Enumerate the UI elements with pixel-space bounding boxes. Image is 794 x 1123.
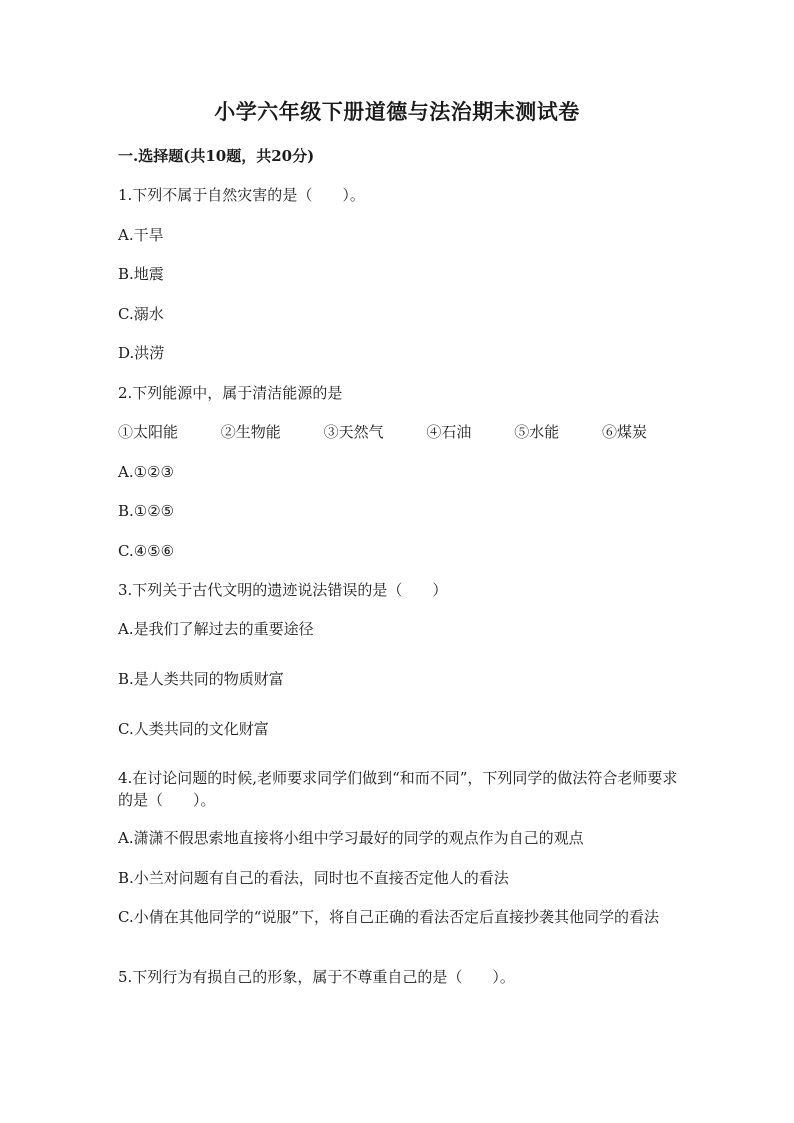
question-2-item: ⑤水能: [514, 423, 560, 441]
question-1-option-a: A.干旱: [118, 226, 164, 244]
question-2-item: ①太阳能: [118, 423, 179, 441]
question-2-item: ⑥煤炭: [601, 423, 647, 441]
section-heading: 一.选择题(共10题，共20分): [118, 147, 315, 165]
question-3-stem: 3.下列关于古代文明的遗迹说法错误的是（ ）: [118, 581, 448, 599]
question-4-option-a: A.潇潇不假思索地直接将小组中学习最好的同学的观点作为自己的观点: [118, 829, 584, 847]
question-3-option-b: B.是人类共同的物质财富: [118, 670, 284, 688]
question-2-option-a: A.①②③: [118, 463, 174, 481]
question-4-stem: 4.在讨论问题的时候,老师要求同学们做到“和而不同”，下列同学的做法符合老师要求的是（ ）。: [118, 769, 678, 809]
page-title: 小学六年级下册道德与法治期末测试卷: [214, 99, 580, 124]
question-1-option-b: B.地震: [118, 265, 164, 283]
question-1-option-d: D.洪涝: [118, 344, 165, 362]
question-3-option-a: A.是我们了解过去的重要途径: [118, 620, 314, 638]
question-5-stem: 5.下列行为有损自己的形象，属于不尊重自己的是（ ）。: [118, 968, 515, 986]
question-2-items: [118, 421, 647, 443]
question-1-stem: 1.下列不属于自然灾害的是（ ）。: [118, 186, 365, 204]
question-2-item: ③天然气: [323, 423, 384, 441]
question-2-option-c: C.④⑤⑥: [118, 542, 175, 560]
question-3-option-c: C.人类共同的文化财富: [118, 720, 269, 738]
question-1-option-c: C.溺水: [118, 305, 164, 323]
question-4-option-b: B.小兰对问题有自己的看法，同时也不直接否定他人的看法: [118, 869, 509, 887]
question-2-item: ②生物能: [220, 423, 281, 441]
question-2-stem: 2.下列能源中，属于清洁能源的是: [118, 384, 343, 402]
question-2-option-b: B.①②⑤: [118, 502, 175, 520]
question-2-item: ④石油: [426, 423, 472, 441]
question-4-option-c: C.小倩在其他同学的“说服”下，将自己正确的看法否定后直接抄袭其他同学的看法: [118, 908, 660, 926]
